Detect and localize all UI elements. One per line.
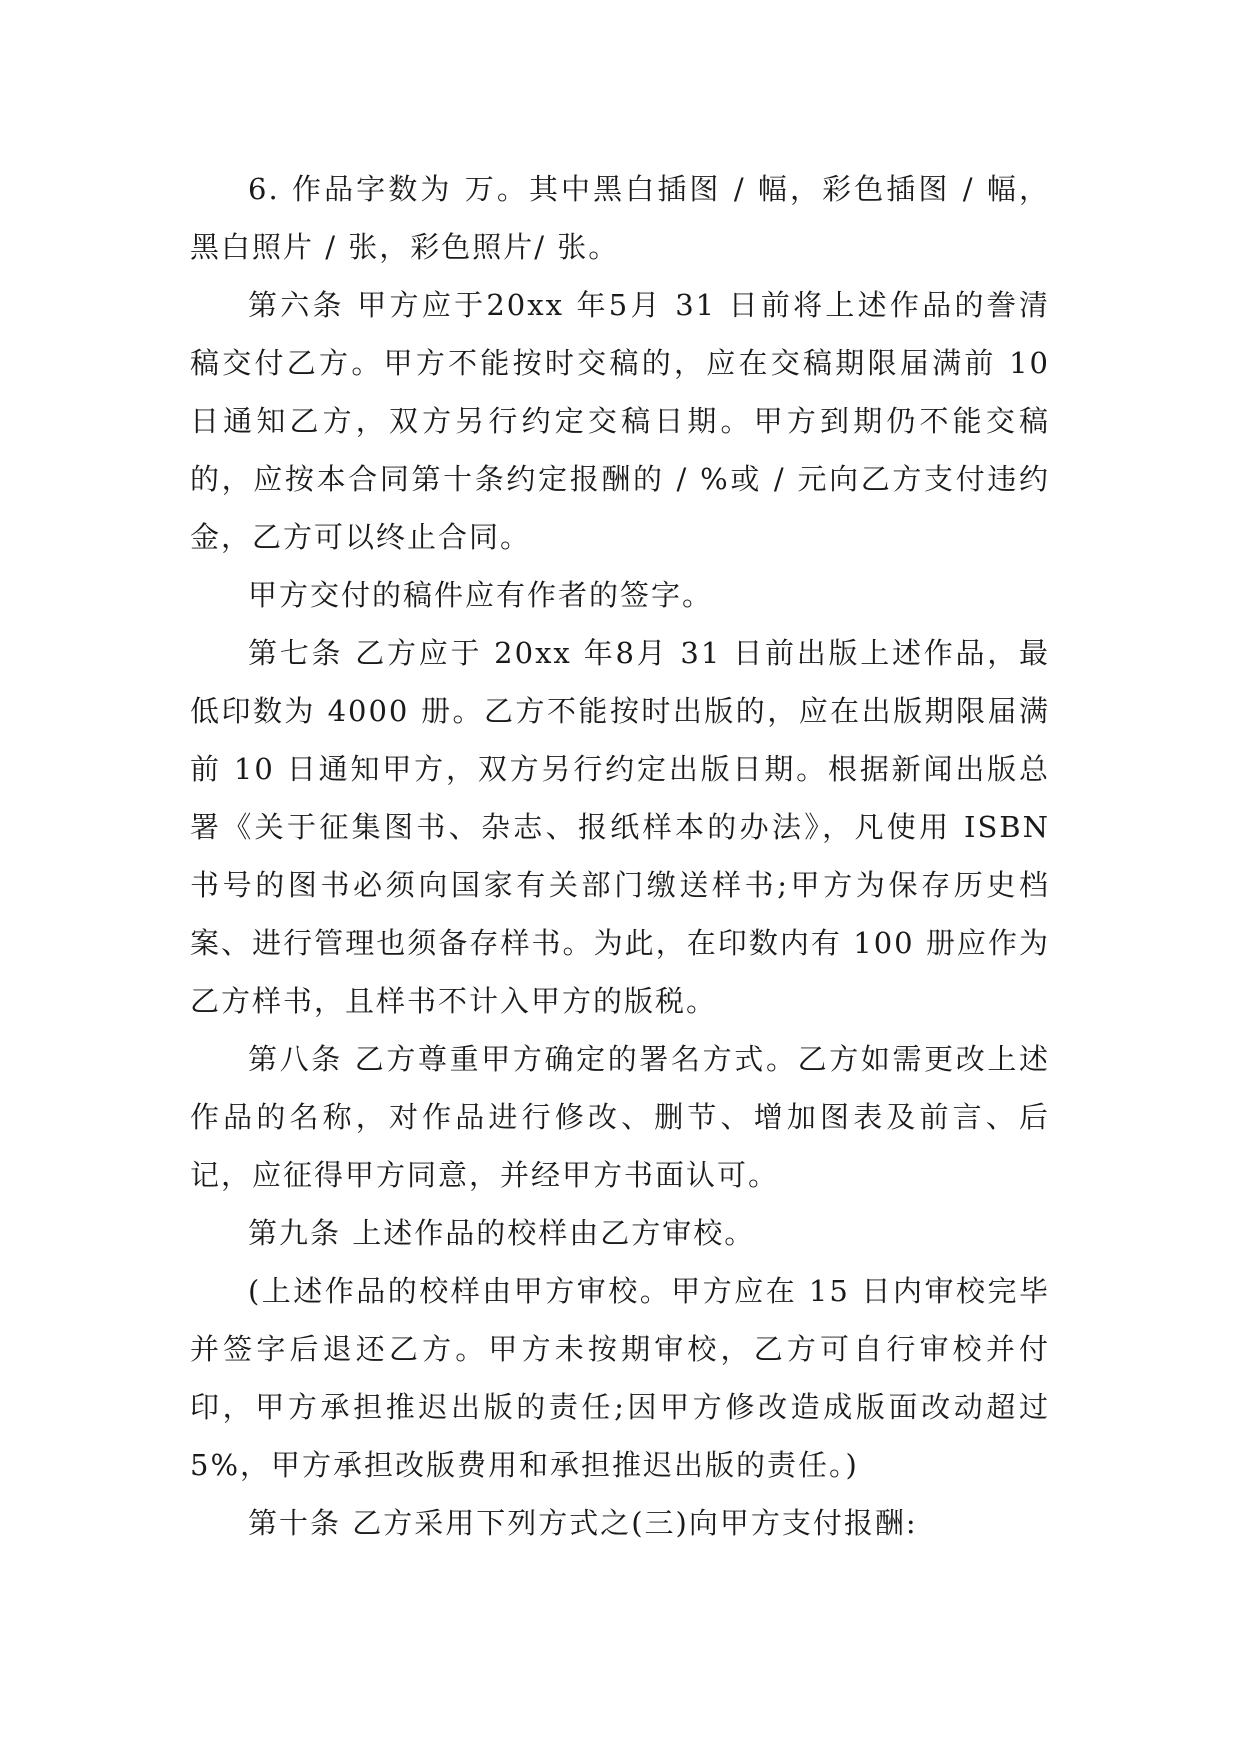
paragraph-signature-note: 甲方交付的稿件应有作者的签字。 [248, 578, 714, 612]
paragraph-article-10: 第十条 乙方采用下列方式之(三)向甲方支付报酬: [248, 1506, 918, 1540]
paragraph-item-6: 6. 作品字数为 万。其中黑白插图 / 幅，彩色插图 / 幅，黑白照片 / 张，彩色照片/ 张。 [190, 172, 1050, 264]
paragraph-article-6: 第六条 甲方应于20xx 年5月 31 日前将上述作品的誊清稿交付乙方。甲方不能按时交稿的，应在交稿期限届满前 10 日通知乙方，双方另行约定交稿日期。甲方到期仍不能交稿的，应按本合同第十条约定报酬的 / %或 / 元向乙方支付违约金，乙方可以终止合同。 [190, 288, 1050, 554]
paragraph-article-7: 第七条 乙方应于 20xx 年8月 31 日前出版上述作品，最低印数为 4000 册。乙方不能按时出版的，应在出版期限届满前 10 日通知甲方，双方另行约定出版日期。根据新闻出版总署《关于征集图书、杂志、报纸样本的办法》，凡使用 ISBN 书号的图书必须向国家有关部门缴送样书;甲方为保存历史档案、进行管理也须备存样书。为此，在印数内有 100 册应作为乙方样书，且样书不计入甲方的版税。 [190, 636, 1050, 1018]
paragraph-article-9-alt: (上述作品的校样由甲方审校。甲方应在 15 日内审校完毕并签字后退还乙方。甲方未按期审校，乙方可自行审校并付印，甲方承担推迟出版的责任;因甲方修改造成版面改动超过 5%，甲方承担改版费用和承担推迟出版的责任。) [190, 1274, 1050, 1482]
paragraph-article-8: 第八条 乙方尊重甲方确定的署名方式。乙方如需更改上述作品的名称，对作品进行修改、删节、增加图表及前言、后记，应征得甲方同意，并经甲方书面认可。 [190, 1042, 1050, 1192]
contract-body [190, 160, 1050, 1552]
paragraph-article-9: 第九条 上述作品的校样由乙方审校。 [248, 1216, 756, 1250]
